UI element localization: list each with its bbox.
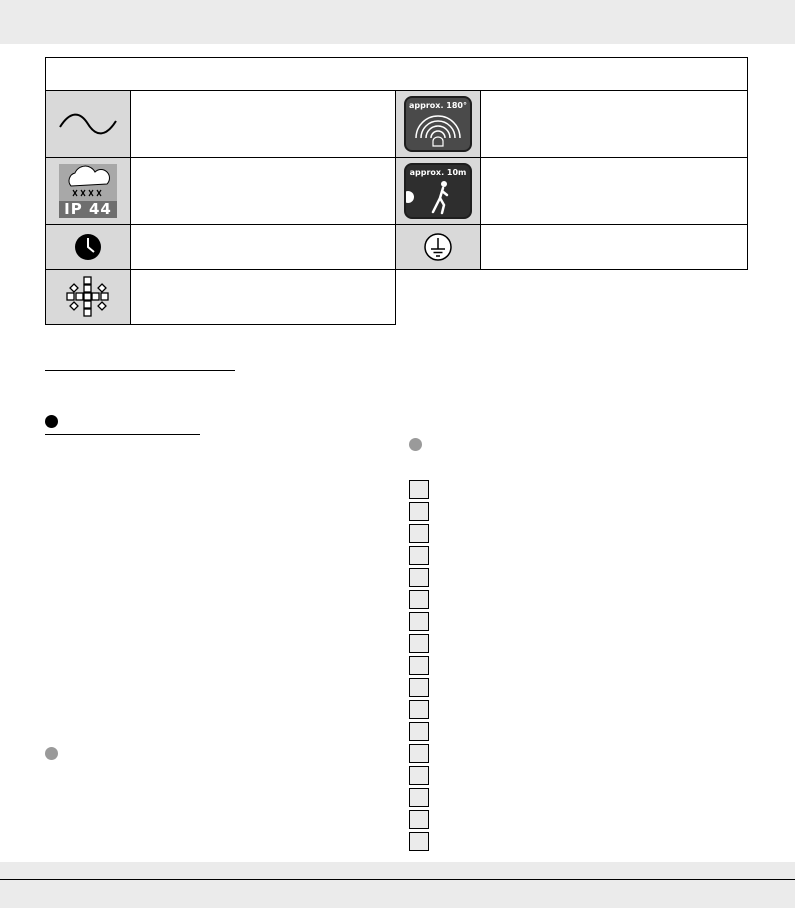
part-number-box [409, 788, 429, 807]
parts-list [409, 480, 429, 854]
symbol-cell-ac [45, 90, 131, 158]
detection-range-10m-icon: approx. 10m [404, 163, 472, 219]
footer-divider [0, 879, 795, 880]
parts-list-bullet-icon [409, 438, 422, 451]
clock-icon [73, 232, 103, 262]
alternating-current-icon [58, 109, 118, 139]
detection-angle-180-icon: approx. 180° [404, 96, 472, 152]
symbol-desc-clock [130, 224, 396, 270]
part-number-box [409, 810, 429, 829]
part-number-box [409, 700, 429, 719]
section-heading-underline [45, 370, 235, 371]
symbol-desc-angle [480, 90, 748, 158]
part-number-box [409, 634, 429, 653]
part-number-box [409, 568, 429, 587]
symbol-desc-earth [480, 224, 748, 270]
led-array-icon [64, 275, 112, 319]
part-number-box [409, 678, 429, 697]
symbols-table-title [45, 57, 748, 91]
part-number-box [409, 590, 429, 609]
subheading-underline [45, 434, 200, 435]
part-number-box [409, 502, 429, 521]
symbol-desc-led [130, 269, 396, 325]
bullet-icon [45, 415, 58, 428]
symbol-cell-range [395, 157, 481, 225]
symbol-cell-angle [395, 90, 481, 158]
part-number-box [409, 766, 429, 785]
symbol-desc-ac [130, 90, 396, 158]
protective-earth-icon [423, 232, 453, 262]
part-number-box [409, 612, 429, 631]
page-header-band [0, 0, 795, 44]
part-number-box [409, 744, 429, 763]
symbol-cell-clock [45, 224, 131, 270]
ip44-rain-icon: IP 44 [59, 164, 117, 218]
page-footer-band [0, 862, 795, 908]
symbol-cell-ip44 [45, 157, 131, 225]
part-number-box [409, 722, 429, 741]
part-number-box [409, 832, 429, 851]
part-number-box [409, 656, 429, 675]
symbol-cell-led [45, 269, 131, 325]
part-number-box [409, 480, 429, 499]
part-number-box [409, 546, 429, 565]
symbol-desc-ip44 [130, 157, 396, 225]
bullet-gray-icon [45, 747, 58, 760]
part-number-box [409, 524, 429, 543]
symbol-desc-range [480, 157, 748, 225]
symbol-cell-earth [395, 224, 481, 270]
